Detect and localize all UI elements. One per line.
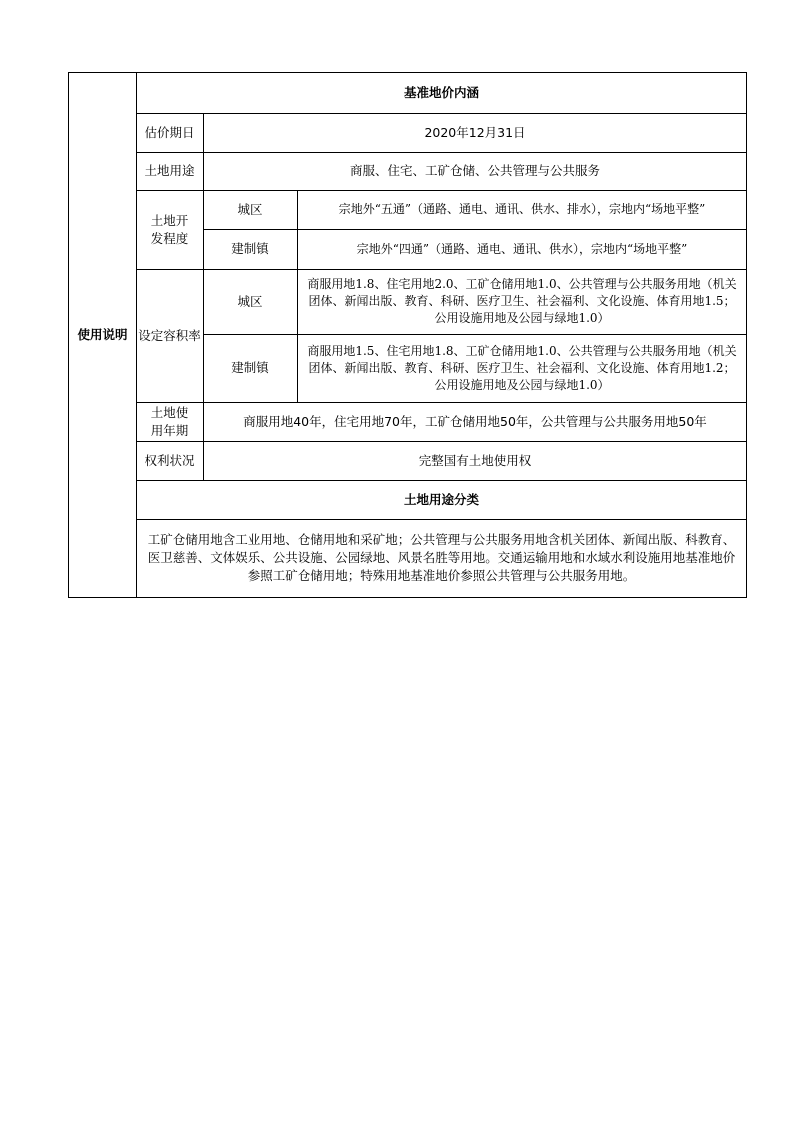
dev-level-urban-value: 宗地外“五通”（通路、通电、通讯、供水、排水），宗地内“场地平整”: [338, 202, 706, 216]
dev-level-town-value: 宗地外“四通”（通路、通电、通讯、供水），宗地内“场地平整”: [356, 241, 688, 256]
dev-level-urban-label: 城区: [237, 201, 263, 217]
term-value: 商服用地40年，住宅用地70年，工矿仓储用地50年，公共管理与公共服务用地50年: [243, 413, 707, 429]
land-use-label: 土地用途: [144, 163, 195, 178]
land-price-table: [68, 72, 747, 598]
far-label: 设定容积率: [138, 327, 201, 343]
far-town-value: 商服用地1.5、住宅用地1.8、工矿仓储用地1.0、公共管理与公共服务用地（机关团体、新闻出版、教育、科研、医疗卫生、社会福利、文化设施、体育用地1.2；公用设施用地及公园与绿地1.0）: [307, 343, 737, 392]
dev-level-label: 土地开发程度: [150, 212, 189, 246]
far-urban-value: 商服用地1.8、住宅用地2.0、工矿仓储用地1.0、公共管理与公共服务用地（机关团体、新闻出版、教育、科研、医疗卫生、社会福利、文化设施、体育用地1.5；公用设施用地及公园与绿地1.0）: [307, 277, 737, 325]
dev-level-town-label: 建制镇: [231, 241, 269, 256]
rights-value: 完整国有土地使用权: [418, 452, 532, 468]
valuation-date-label: 估价期日: [144, 124, 195, 140]
term-label: 土地使用年期: [150, 404, 189, 438]
side-label: 使用说明: [77, 327, 128, 342]
rights-label: 权利状况: [144, 452, 195, 468]
far-urban-label: 城区: [237, 293, 263, 309]
valuation-date-value: 2020年12月31日: [424, 124, 526, 140]
far-town-label: 建制镇: [231, 360, 269, 375]
section-title-classification: 土地用途分类: [403, 491, 479, 507]
land-use-value: 商服、住宅、工矿仓储、公共管理与公共服务: [349, 163, 600, 178]
section-title-benchmark: 基准地价内涵: [403, 85, 479, 100]
classification-text: 工矿仓储用地含工业用地、仓储用地和采矿地；公共管理与公共服务用地含机关团体、新闻出版、科教育、医卫慈善、文体娱乐、公共设施、公园绿地、风景名胜等用地。交通运输用地和水域水利设施用地基准地价参照工矿仓储用地；特殊用地基准地价参照公共管理与公共服务用地。: [147, 532, 736, 583]
